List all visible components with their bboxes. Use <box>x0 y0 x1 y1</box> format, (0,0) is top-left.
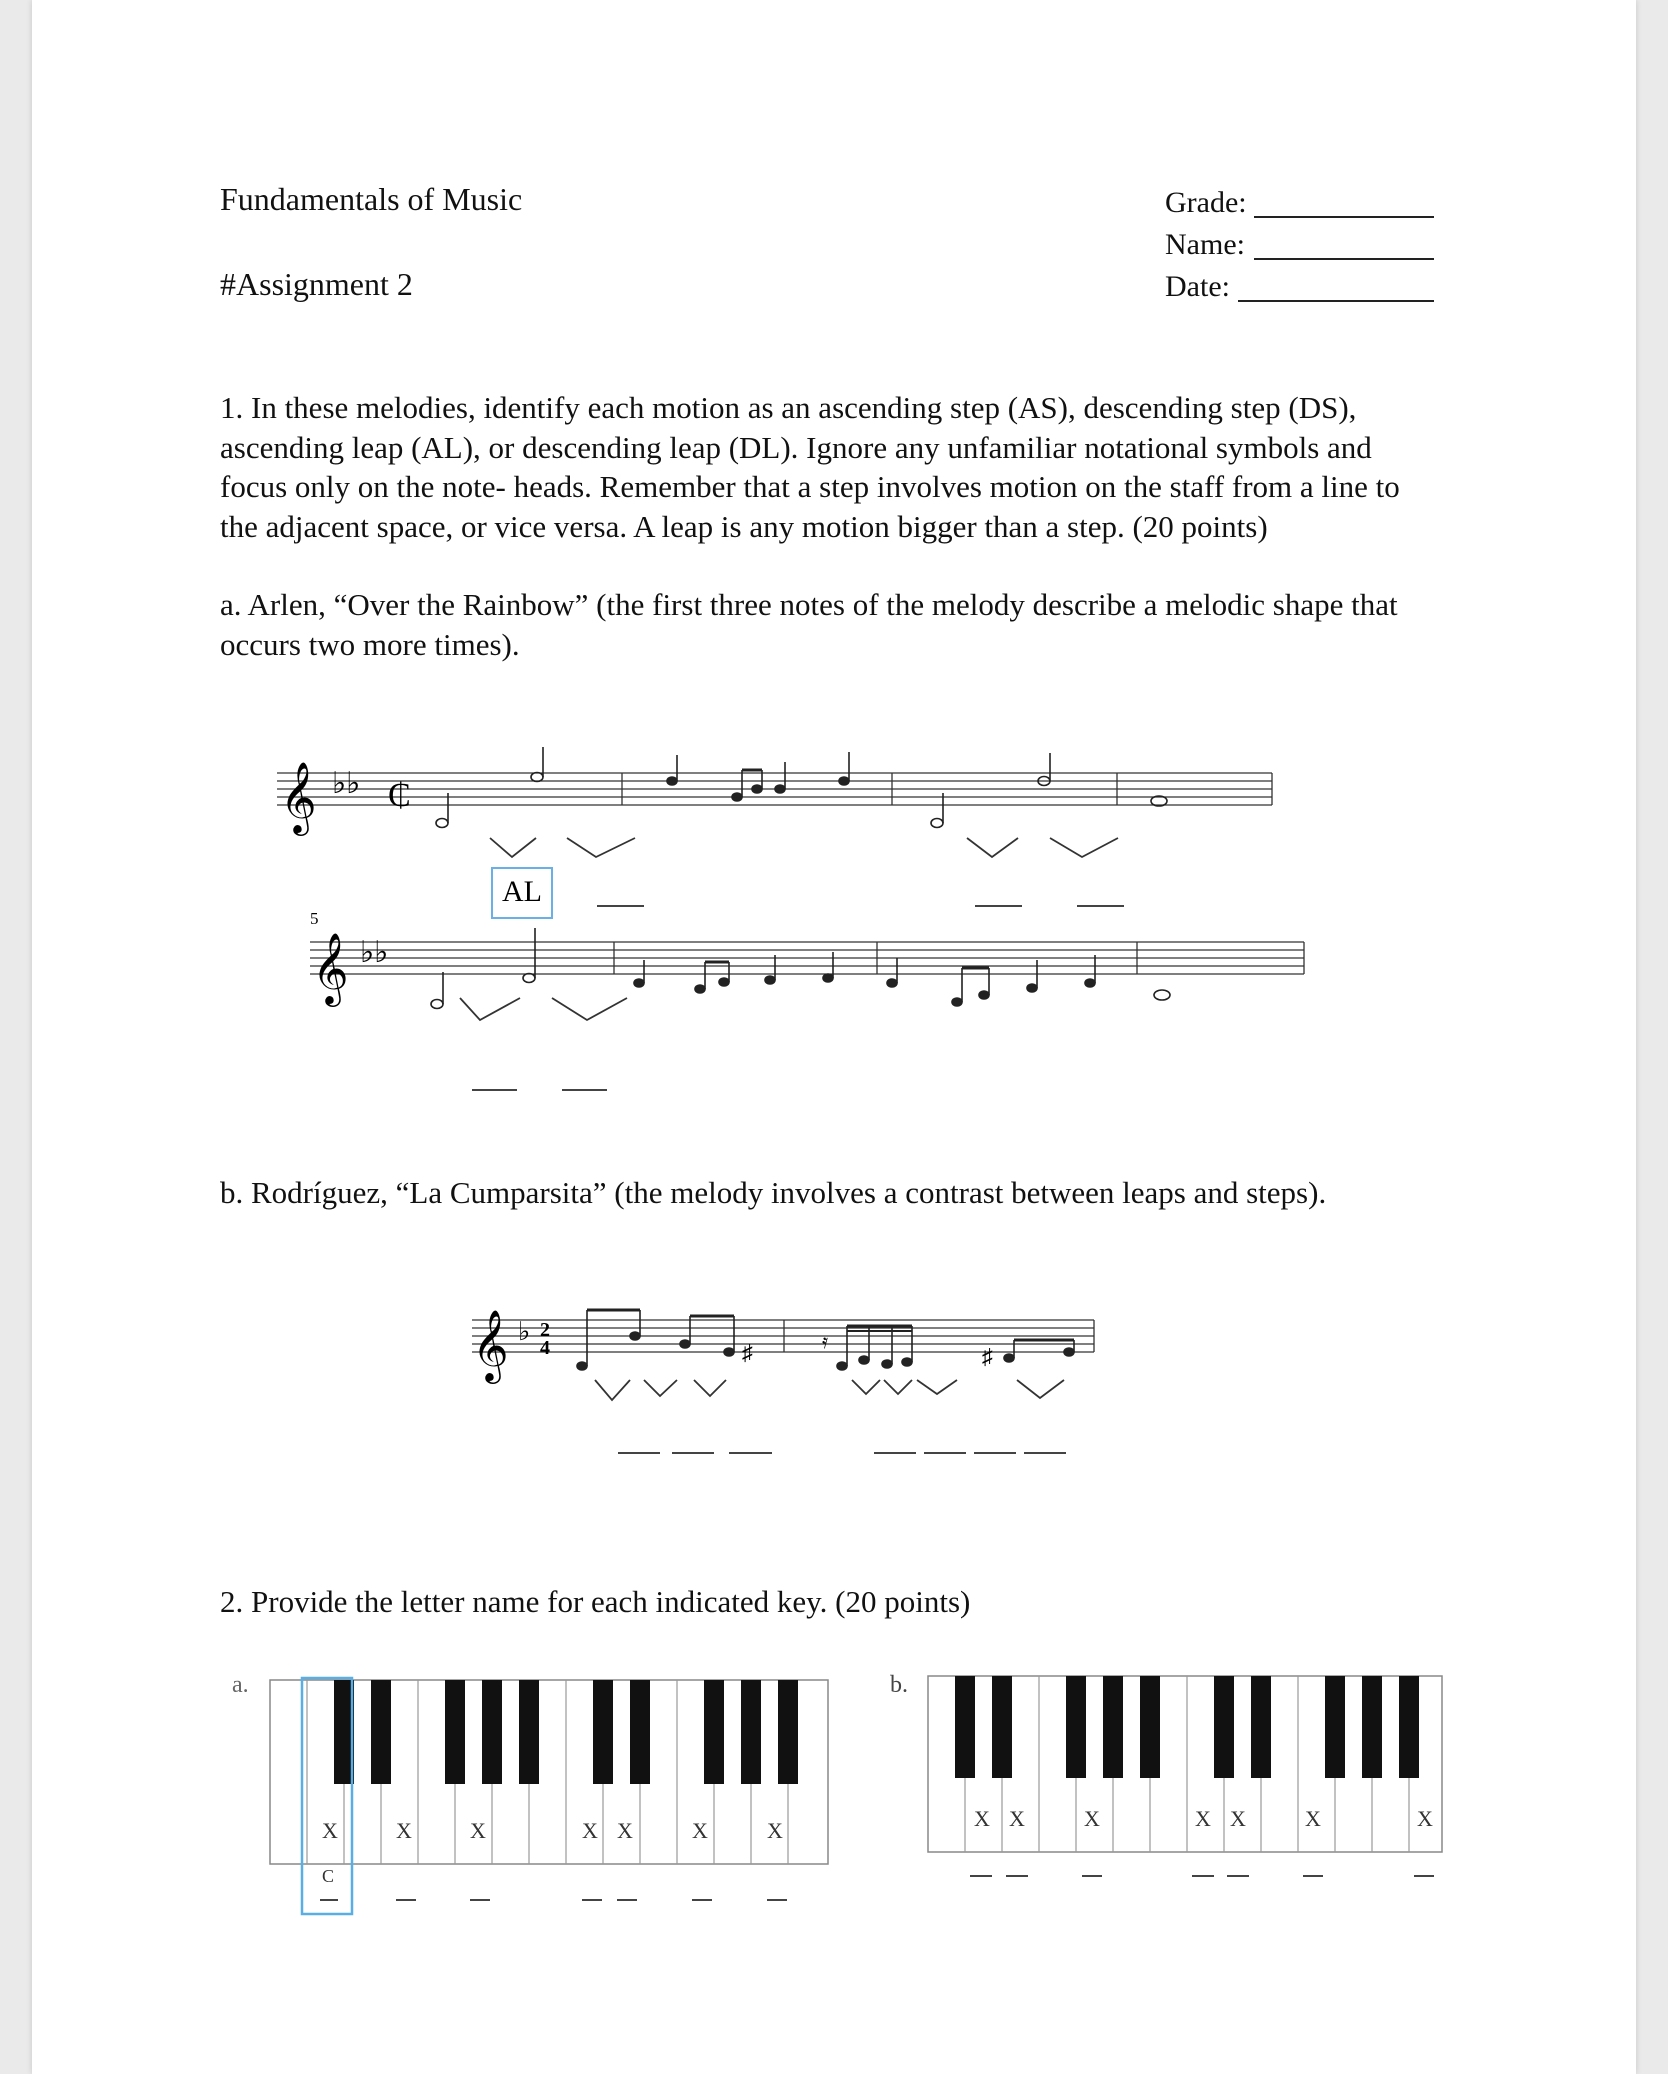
time-signature-bottom: 4 <box>540 1337 550 1359</box>
treble-clef-icon: 𝄞 <box>312 935 349 1003</box>
answer-al: AL <box>502 875 542 908</box>
grade-label: Grade: <box>1165 186 1247 219</box>
key-marker: X <box>767 1818 783 1843</box>
key-marker: X <box>582 1818 598 1843</box>
key-marker: X <box>1230 1806 1246 1831</box>
course-title: Fundamentals of Music <box>220 181 523 217</box>
flat-sign-icon: ♭ <box>518 1317 531 1346</box>
keyboard-a-label: a. <box>232 1672 249 1698</box>
cut-time-icon: ₵ <box>388 777 411 814</box>
q1-line: 1. In these melodies, identify each motion as an ascending step (AS), descending step (DS), <box>220 390 1357 425</box>
key-marker: X <box>470 1818 486 1843</box>
flat-sign-icon: ♭♭ <box>360 936 389 969</box>
staff-2-notes <box>431 928 1170 1009</box>
key-answer: C <box>322 1866 335 1886</box>
key-marker: X <box>617 1818 633 1843</box>
keyboard-b <box>928 1676 1442 1876</box>
key-marker: X <box>1084 1806 1100 1831</box>
key-marker: X <box>974 1806 990 1831</box>
worksheet-page <box>32 0 1636 2074</box>
part-b-prompt: b. Rodríguez, “La Cumparsita” (the melody involves a contrast between leaps and steps). <box>220 1175 1327 1210</box>
name-label: Name: <box>1165 228 1245 261</box>
key-marker: X <box>1417 1806 1433 1831</box>
question-2-prompt: 2. Provide the letter name for each indicated key. (20 points) <box>220 1584 971 1619</box>
staff-1-notes <box>436 747 1167 828</box>
keyboard-b-label: b. <box>890 1672 908 1698</box>
part-b-score <box>32 1270 1636 1470</box>
q1-line: the adjacent space, or vice versa. A leap is any motion bigger than a step. (20 points) <box>220 508 1268 544</box>
sharp-sign-icon: ♯ <box>742 1340 753 1365</box>
keyboard-a <box>270 1678 828 1914</box>
motion-marks-2 <box>460 998 627 1020</box>
motion-marks-3 <box>595 1380 1064 1400</box>
part-a-score <box>32 0 1636 1120</box>
staff-3 <box>472 1320 1094 1352</box>
time-signature-top: 2 <box>540 1319 550 1341</box>
date-label: Date: <box>1165 270 1230 303</box>
flat-sign-icon: ♭♭ <box>332 767 361 800</box>
q1-line: ascending leap (AL), or descending leap (DL). Ignore any unfamiliar notational symbols and <box>220 429 1372 465</box>
part-a-line: occurs two more times). <box>220 626 520 662</box>
part-a-line: a. Arlen, “Over the Rainbow” (the first three notes of the melody describe a melodic shape that <box>220 587 1398 622</box>
measure-number: 5 <box>310 909 319 928</box>
key-marker: X <box>322 1818 338 1843</box>
rest-icon: 𝄿 <box>822 1331 829 1353</box>
key-marker: X <box>396 1818 412 1843</box>
motion-marks-1 <box>490 838 1118 857</box>
key-marker: X <box>1195 1806 1211 1831</box>
key-marker: X <box>692 1818 708 1843</box>
key-marker: X <box>1305 1806 1321 1831</box>
treble-clef-icon: 𝄞 <box>472 1312 509 1380</box>
staff-2 <box>310 942 1304 974</box>
key-marker: X <box>1009 1806 1025 1831</box>
treble-clef-icon: 𝄞 <box>280 764 317 832</box>
sharp-sign-icon: ♯ <box>982 1344 993 1369</box>
keyboards <box>32 1660 1636 1920</box>
assignment-title: #Assignment 2 <box>220 266 413 302</box>
q1-line: focus only on the note- heads. Remember that a step involves motion on the staff from a line to <box>220 469 1400 504</box>
